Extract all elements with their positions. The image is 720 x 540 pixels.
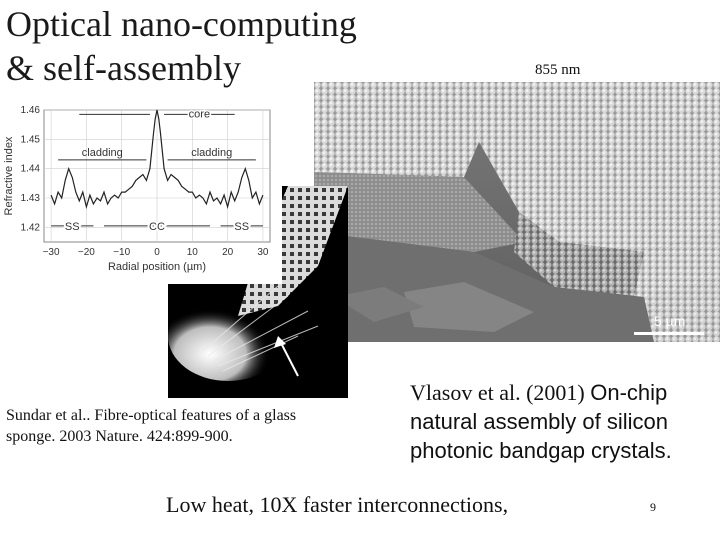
sem-scale-label: 5 µm (654, 313, 686, 329)
x-tick-label: 0 (154, 247, 160, 258)
x-tick-label: −10 (113, 247, 131, 258)
title-line-1: Optical nano-computing (6, 4, 357, 44)
annotation-core: core (188, 108, 211, 121)
bottom-text: Low heat, 10X faster interconnections, (166, 492, 509, 517)
y-tick-label: 1.46 (20, 105, 40, 116)
left-caption: Sundar et al.. Fibre-optical features of a glass sponge. 2003 Nature. 424:899-900. (6, 407, 297, 445)
sem-size-label: 855 nm (535, 62, 581, 78)
annotation-cladding-right: cladding (191, 146, 233, 159)
refractive-index-chart (0, 102, 282, 284)
y-tick-label: 1.43 (20, 193, 40, 204)
y-tick-label: 1.44 (20, 163, 40, 175)
right-caption (410, 378, 720, 465)
y-tick-label: 1.42 (20, 222, 40, 234)
slide-title (6, 2, 357, 90)
annotation-ss-right: SS (234, 220, 250, 233)
x-tick-label: 10 (186, 247, 198, 258)
title-line-2: & self-assembly (6, 48, 241, 88)
annotation-cladding-left: cladding (81, 146, 123, 159)
x-tick-label: 20 (222, 247, 234, 258)
x-tick-label: −30 (42, 247, 60, 258)
x-tick-label: −20 (77, 247, 95, 258)
y-axis-label: Refractive index (3, 136, 15, 216)
right-caption-description: On-chip natural assembly of silicon photonic bandgap crystals. (410, 380, 672, 463)
right-caption-citation: Vlasov et al. (2001) (410, 380, 591, 405)
sem-micrograph-image (314, 82, 720, 342)
x-axis-label: Radial position (µm) (107, 261, 207, 273)
page-number: 9 (650, 500, 656, 514)
annotation-cc: CC (149, 220, 165, 233)
annotation-ss-left: SS (64, 220, 80, 233)
x-tick-label: 30 (257, 247, 269, 258)
y-tick-label: 1.45 (20, 134, 40, 146)
